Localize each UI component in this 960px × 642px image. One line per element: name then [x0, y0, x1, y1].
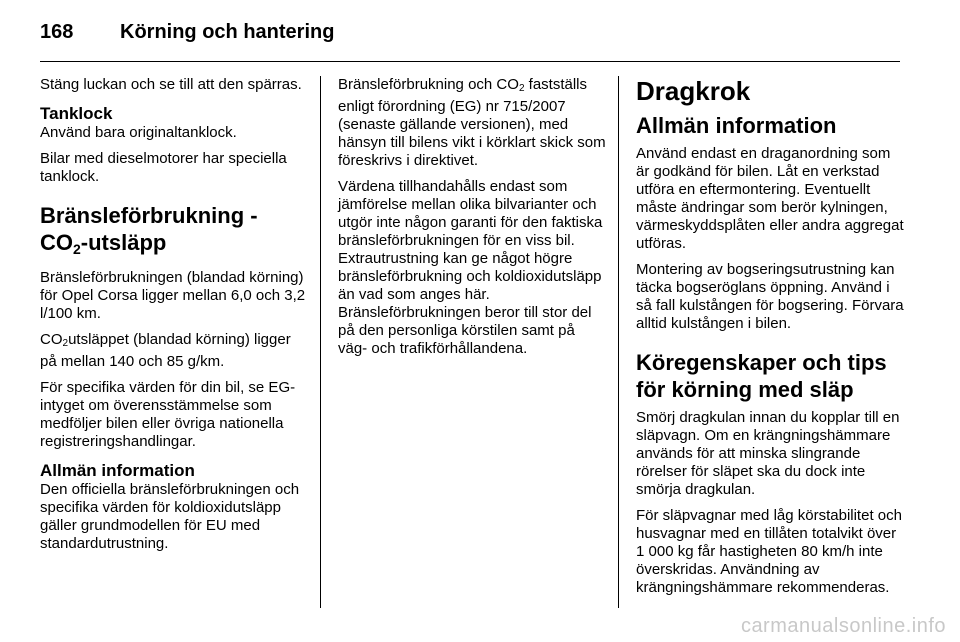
regulation-sub: 2	[518, 83, 525, 94]
regulation-pre: Bränsleförbrukning och CO	[338, 76, 519, 93]
heading-fuel-post: -utsläpp	[80, 230, 167, 255]
heading-general-info-2: Allmän information	[636, 113, 837, 138]
co2-paragraph	[40, 331, 308, 371]
page-header	[40, 8, 900, 48]
regulation-paragraph	[338, 76, 606, 170]
co2-rest: utsläppet (blandad körning) ligger på mellan 140 och 85 g/km.	[40, 331, 291, 370]
watermark: carmanualsonline.info	[740, 615, 946, 637]
fuel-paragraph-3: För specifika värden för din bil, se EG-intyget om överensstämmelse som medföljer bilen eller övriga nationella registreringshandlingar.	[40, 379, 296, 450]
column-divider-2	[618, 76, 619, 608]
tanklock-paragraph-2: Bilar med dieselmotorer har speciella tanklock.	[40, 150, 287, 185]
general-info-paragraph: Den officiella bränsleförbrukningen och specifika värden för koldioxidutsläpp gäller grundmodellen för EU med standardutrustning.	[40, 481, 300, 552]
co2-sub: 2	[62, 338, 69, 349]
heading-dragkrok: Dragkrok	[636, 76, 751, 106]
heading-tanklock: Tanklock	[40, 104, 113, 123]
heading-fuel-co: CO	[40, 230, 73, 255]
heading-fuel-sub: 2	[73, 241, 81, 257]
page-number: 168	[40, 21, 74, 43]
intro-paragraph: Stäng luckan och se till att den spärras.	[40, 76, 302, 93]
heading-fuel-pre: Bränsleförbrukning -	[40, 203, 258, 228]
column-3	[636, 76, 904, 605]
heading-fuel-consumption	[40, 202, 308, 263]
heading-general-info: Allmän information	[40, 461, 195, 480]
heading-towing-tips: Köregenskaper och tips för körning med släp	[636, 350, 887, 402]
co2-co: CO	[40, 331, 63, 348]
regulation-post: fastställs enligt förordning (EG) nr 715/2007 (senaste gällande versionen), med hänsyn till bilens vikt i körklart skick som föreskrivs i direktivet.	[338, 76, 606, 169]
column-divider-1	[320, 76, 321, 608]
towing-paragraph-1: Smörj dragkulan innan du kopplar till en släpvagn. Om en krängningshämmare används för att minska slingrande rörelser för släpet ska du dock inte smörja dragkulan.	[636, 409, 900, 498]
column-1	[40, 76, 308, 561]
fuel-paragraph-1: Bränsleförbrukningen (blandad körning) för Opel Corsa ligger mellan 6,0 och 3,2 l/100 km.	[40, 269, 306, 322]
column-2	[338, 76, 606, 366]
chapter-title: Körning och hantering	[120, 21, 335, 43]
towbar-paragraph-2: Montering av bogseringsutrustning kan täcka bogseröglans öppning. Använd i så fall kulstången för bogsering. Förvara alltid kulstången i bilen.	[636, 261, 904, 332]
tanklock-paragraph-1: Använd bara originaltanklock.	[40, 124, 237, 141]
towbar-paragraph-1: Använd endast en draganordning som är godkänd för bilen. Låt en verkstad utföra en eftermontering. Eventuellt måste ändringar som berör kylningen, värmeskyddsplåten eller andra aggregat utföras.	[636, 145, 904, 252]
values-paragraph: Värdena tillhandahålls endast som jämförelse mellan olika bilvarianter och utgör inte någon garanti för den faktiska bränsleförbrukningen för en viss bil. Extrautrustning kan ge något högre bränsleförbrukning och koldioxidutsläpp än vad som anges här. Bränsleförbrukningen beror till stor del på den personliga körstilen samt på väg- och trafikförhållandena.	[338, 178, 603, 357]
header-divider	[40, 61, 900, 62]
towing-paragraph-2: För släpvagnar med låg körstabilitet och husvagnar med en tillåten totalvikt över 1 000 kg får hastigheten 80 km/h inte överskridas. Användning av krängningshämmare rekommenderas.	[636, 507, 902, 596]
